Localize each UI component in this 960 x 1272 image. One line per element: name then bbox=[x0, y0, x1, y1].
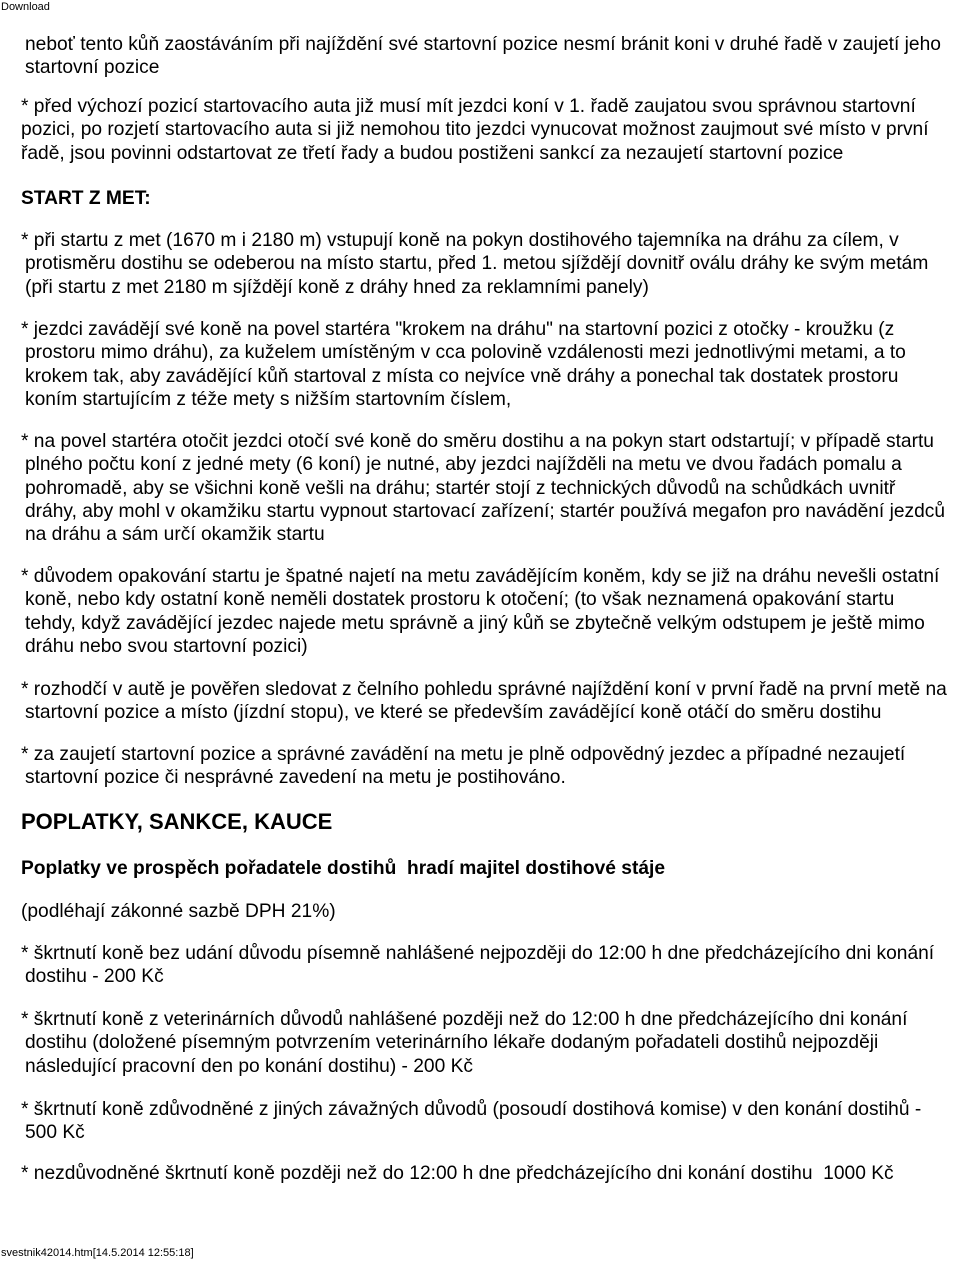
fees-subheading: Poplatky ve prospěch pořadatele dostihů hradí majitel dostihové stáje bbox=[21, 858, 666, 879]
paragraph-line: 500 Kč bbox=[25, 1122, 85, 1144]
paragraph-line: * za zaujetí startovní pozice a správné zavádění na metu je plně odpovědný jezdec a případné nezaujetí bbox=[21, 744, 906, 765]
paragraph-line: * na povel startéra otočit jezdci otočí své koně do směru dostihu a na pokyn start odstartují; v případě startu bbox=[21, 431, 934, 452]
section-heading-start: START Z MET: bbox=[21, 188, 151, 209]
paragraph bbox=[21, 33, 941, 80]
paragraph-line: startovní pozice bbox=[25, 57, 160, 79]
fee-item bbox=[21, 942, 934, 989]
paragraph-line: * nezdůvodněné škrtnutí koně později než do 12:00 h dne předcházejícího dni konání dostihu 1000 Kč bbox=[21, 1163, 894, 1184]
paragraph-line: následující pracovní den po konání dostihu) - 200 Kč bbox=[25, 1055, 473, 1077]
start-rule-item bbox=[21, 678, 947, 725]
paragraph-line: pozici, po rozjetí startovacího auta si již nemohou tito jezdci vynucovat možnost zaujmout své místo v první bbox=[21, 119, 929, 141]
paragraph-line: dráhu nebo svou startovní pozici) bbox=[25, 635, 308, 657]
paragraph-line: koně, nebo kdy ostatní koně neměli dostatek prostoru k otočení; (to však neznamená opakování startu bbox=[25, 589, 895, 611]
paragraph-line: * rozhodčí v autě je pověřen sledovat z čelního pohledu správné najíždění koní v první řadě na první metě na bbox=[21, 679, 947, 700]
paragraph-line: dostihu (doložené písemným potvrzením veterinárního lékaře dodaným pořadateli dostihů nejpozději bbox=[25, 1032, 879, 1054]
paragraph-line: krokem tak, aby zavádějící kůň startoval z místa co nejvíce vně dráhy a ponechal tak dostatek prostoru bbox=[25, 365, 899, 387]
download-link[interactable]: Download bbox=[1, 1, 50, 13]
source-footer: svestnik42014.htm[14.5.2014 12:55:18] bbox=[1, 1247, 194, 1259]
paragraph-line: dostihu - 200 Kč bbox=[25, 966, 164, 988]
paragraph-line: plného počtu koní z jedné mety (6 koní) je nutné, aby jezdci najížděli na metu ve dvou řadách pomalu a bbox=[25, 454, 902, 476]
start-rule-item bbox=[21, 229, 928, 299]
paragraph-line: * při startu z met (1670 m i 2180 m) vstupují koně na pokyn dostihového tajemníka na dráhu za cílem, v bbox=[21, 230, 899, 251]
paragraph-line: startovní pozice či nesprávné zavedení na metu je postihováno. bbox=[25, 767, 566, 789]
start-rule-item bbox=[21, 318, 906, 411]
fee-item bbox=[21, 1162, 894, 1185]
start-rule-item bbox=[21, 743, 905, 790]
fee-item bbox=[21, 1008, 907, 1078]
paragraph-line: pohromadě, aby se všichni koně vešli na dráhu; startér stojí z technických důvodů na schůdkách uvnitř bbox=[25, 477, 896, 499]
paragraph-line: dráhy, aby mohl v okamžiku startu vypnout startovací zařízení; startér používá megafon pro navádění jezdců bbox=[25, 500, 946, 522]
fee-item bbox=[21, 1098, 921, 1145]
section-heading-fees: POPLATKY, SANKCE, KAUCE bbox=[21, 809, 333, 834]
paragraph-line: * před výchozí pozicí startovacího auta již musí mít jezdci koní v 1. řadě zaujatou svou správnou startovní bbox=[21, 96, 916, 117]
paragraph bbox=[21, 95, 929, 165]
paragraph-line: na dráhu a sám určí okamžik startu bbox=[25, 524, 325, 546]
paragraph-line: řadě, jsou povinni odstartovat ze třetí řady a budou postiženi sankcí za nezaujetí startovní pozice bbox=[21, 142, 844, 164]
paragraph-line: neboť tento kůň zaostáváním při najíždění své startovní pozice nesmí bránit koni v druhé řadě v zaujetí jeho bbox=[25, 34, 941, 55]
start-rule-item bbox=[21, 430, 945, 546]
paragraph-line: prostoru mimo dráhu), za kuželem umístěným v cca polovině vzdálenosti mezi jednotlivými metami, a to bbox=[25, 342, 906, 364]
paragraph-line: * škrtnutí koně zdůvodněné z jiných závažných důvodů (posoudí dostihová komise) v den konání dostihů - bbox=[21, 1099, 922, 1120]
paragraph-line: * škrtnutí koně z veterinárních důvodů nahlášené později než do 12:00 h dne předcházejícího dni konání bbox=[21, 1009, 908, 1030]
paragraph-line: koním startujícím z téže mety s nižším startovním číslem, bbox=[25, 388, 512, 410]
vat-note: (podléhají zákonné sazbě DPH 21%) bbox=[21, 901, 336, 922]
paragraph-line: protisměru dostihu se odeberou na místo startu, před 1. metou sjíždějí dovnitř oválu dráhy ke svým metám bbox=[25, 253, 929, 275]
paragraph-line: * důvodem opakování startu je špatné najetí na metu zavádějícím koněm, kdy se již na dráhu nevešli ostatní bbox=[21, 566, 940, 587]
paragraph-line: tehdy, když zavádějící jezdec najede metu správně a jiný kůň se zbytečně velkým odstupem je ještě mimo bbox=[25, 612, 925, 634]
paragraph-line: (při startu z met 2180 m sjíždějí koně z dráhy hned za reklamními panely) bbox=[25, 276, 649, 298]
paragraph-line: * jezdci zavádějí své koně na povel startéra "krokem na dráhu" na startovní pozici z otočky - kroužku (z bbox=[21, 319, 895, 340]
paragraph-line: startovní pozice a místo (jízdní stopu), ve které se především zavádějící koně otáčí do směru dostihu bbox=[25, 702, 882, 724]
paragraph-line: * škrtnutí koně bez udání důvodu písemně nahlášené nejpozději do 12:00 h dne předcházejícího dni konání bbox=[21, 943, 935, 964]
start-rule-item bbox=[21, 565, 939, 658]
